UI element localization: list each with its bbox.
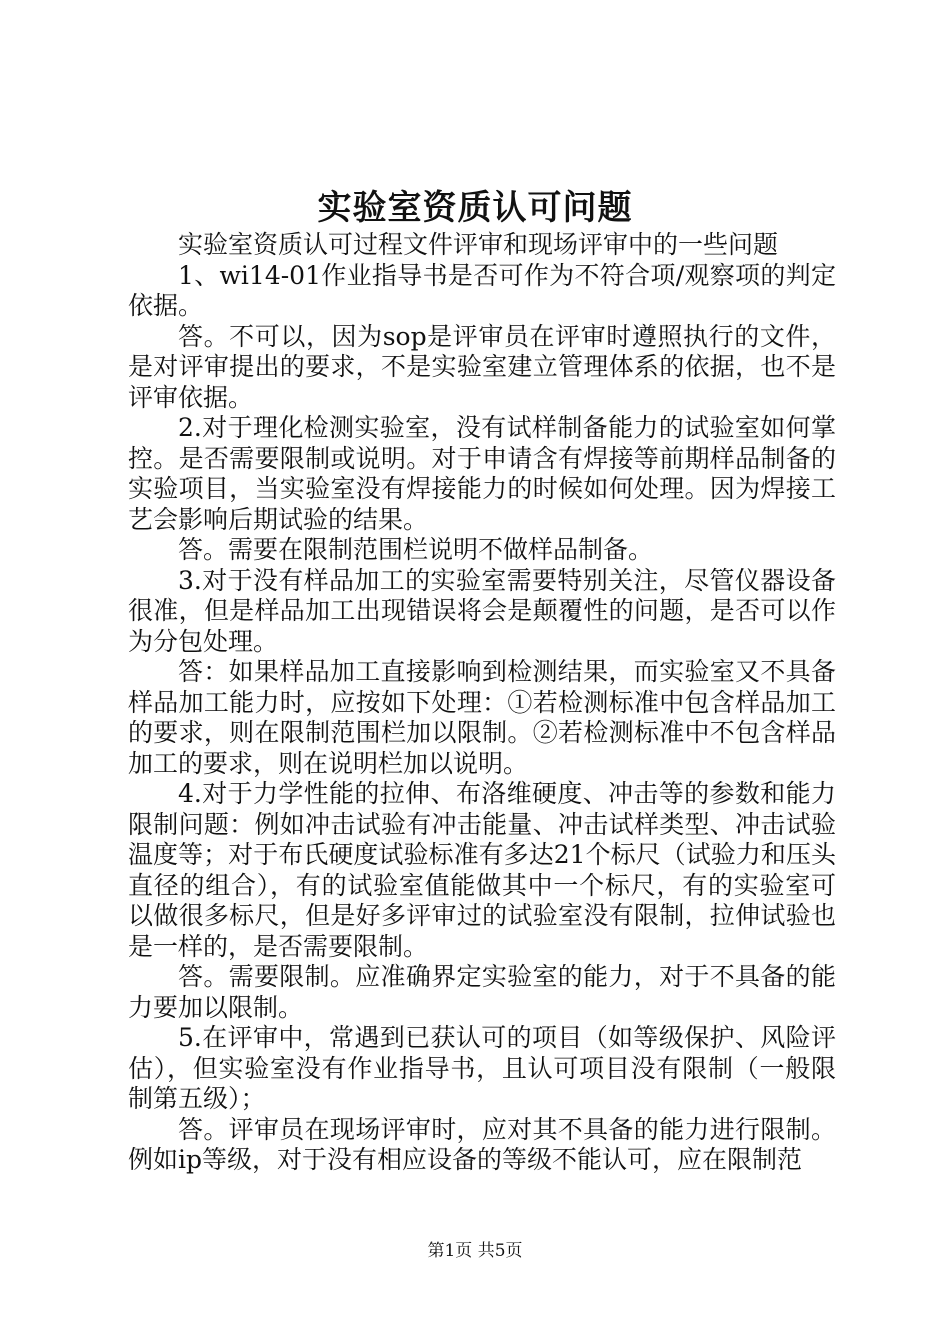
paragraph-answer-4: 答。需要限制。应准确界定实验室的能力，对于不具备的能力要加以限制。 — [128, 962, 836, 1022]
paragraph-answer-2: 答。需要在限制范围栏说明不做样品制备。 — [178, 535, 654, 564]
paragraph-answer-3: 答：如果样品加工直接影响到检测结果，而实验室又不具备样品加工能力时，应按如下处理：①若检测标准中包含样品加工的要求，则在限制范围栏加以限制。②若检测标准中不包含样品加工的要求，则在说明栏加以说明。 — [128, 657, 836, 778]
paragraph-question-4: 4.对于力学性能的拉伸、布洛维硬度、冲击等的参数和能力限制问题：例如冲击试验有冲击能量、冲击试样类型、冲击试验温度等；对于布氏硬度试验标准有多达21个标尺（试验力和压头直径的组合），有的试验室值能做其中一个标尺，有的实验室可以做很多标尺，但是好多评审过的试验室没有限制，拉伸试验也是一样的，是否需要限制。 — [128, 779, 836, 961]
paragraph-answer-1: 答。不可以，因为sop是评审员在评审时遵照执行的文件，是对评审提出的要求，不是实验室建立管理体系的依据，也不是评审依据。 — [128, 321, 836, 412]
paragraph-question-1: 1、wi14-01作业指导书是否可作为不符合项/观察项的判定依据。 — [128, 260, 836, 320]
paragraph-question-2: 2.对于理化检测实验室，没有试样制备能力的试验室如何掌控。是否需要限制或说明。对于申请含有焊接等前期样品制备的实验项目，当实验室没有焊接能力的时候如何处理。因为焊接工艺会影响后期试验的结果。 — [128, 413, 836, 534]
paragraph-answer-5: 答。评审员在现场评审时，应对其不具备的能力进行限制。例如ip等级，对于没有相应设备的等级不能认可，应在限制范 — [128, 1114, 836, 1174]
paragraph-question-5: 5.在评审中，常遇到已获认可的项目（如等级保护、风险评估），但实验室没有作业指导书，且认可项目没有限制（一般限制第五级）； — [128, 1023, 836, 1113]
document-body — [128, 230, 836, 1176]
paragraph-question-3: 3.对于没有样品加工的实验室需要特别关注，尽管仪器设备很准，但是样品加工出现错误将会是颠覆性的问题，是否可以作为分包处理。 — [128, 565, 836, 656]
paragraph-intro: 实验室资质认可过程文件评审和现场评审中的一些问题 — [178, 230, 779, 259]
document-title: 实验室资质认可问题 — [317, 188, 633, 228]
page-footer: 第1页 共5页 — [427, 1241, 523, 1261]
